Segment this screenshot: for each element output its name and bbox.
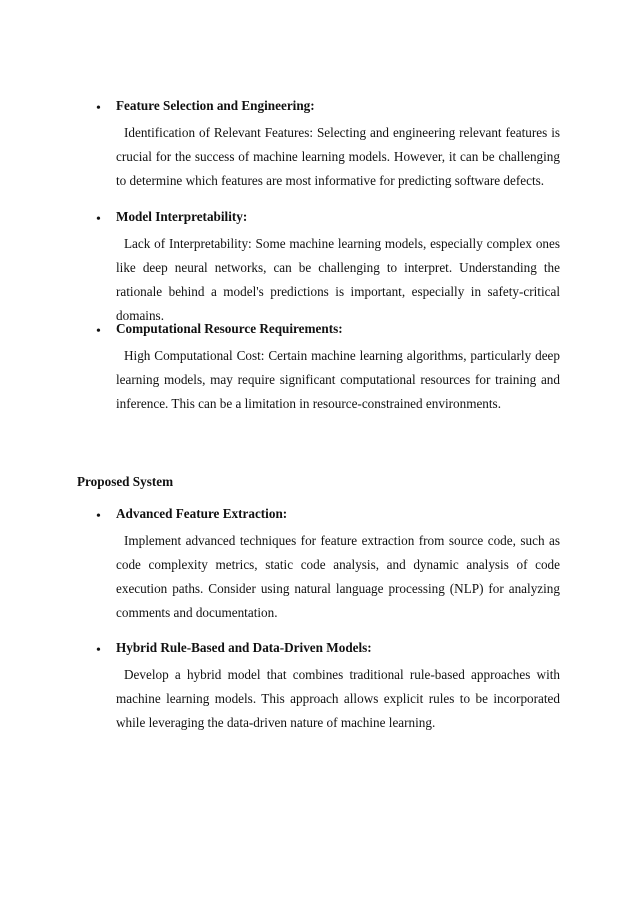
item-body: Develop a hybrid model that combines traditional rule-based approaches with machine learning models. This approach allows explicit rules to be incorporated while leveraging the data-driven nature of machine learning. [116,667,560,730]
item-title: Advanced Feature Extraction: [116,506,288,521]
item-body: High Computational Cost: Certain machine learning algorithms, particularly deep learning models, may require significant computational resources for training and inference. This can be a limitation in resource-constrained environments. [116,348,560,411]
bullet-icon: • [96,509,101,524]
item-title: Model Interpretability: [116,209,248,224]
item-body: Lack of Interpretability: Some machine learning models, especially complex ones like deep neural networks, can be challenging to interpret. Understanding the rationale behind a model's predictions is important, especially in safety-critical domains. [116,236,560,323]
bullet-icon: • [96,643,101,658]
item-body: Implement advanced techniques for feature extraction from source code, such as code complexity metrics, static code analysis, and dynamic analysis of code execution paths. Consider using natural language processing (NLP) for analyzing comments and documentation. [116,533,560,620]
section-heading-proposed-system: Proposed System [77,474,174,489]
bullet-icon: • [96,324,101,339]
bullet-icon: • [96,101,101,116]
bullet-icon: • [96,212,101,227]
item-title: Computational Resource Requirements: [116,321,343,336]
item-title: Hybrid Rule-Based and Data-Driven Models: [116,640,372,655]
item-body: Identification of Relevant Features: Selecting and engineering relevant features is crucial for the success of machine learning models. However, it can be challenging to determine which features are most informative for predicting software defects. [116,125,560,188]
item-title: Feature Selection and Engineering: [116,98,315,113]
